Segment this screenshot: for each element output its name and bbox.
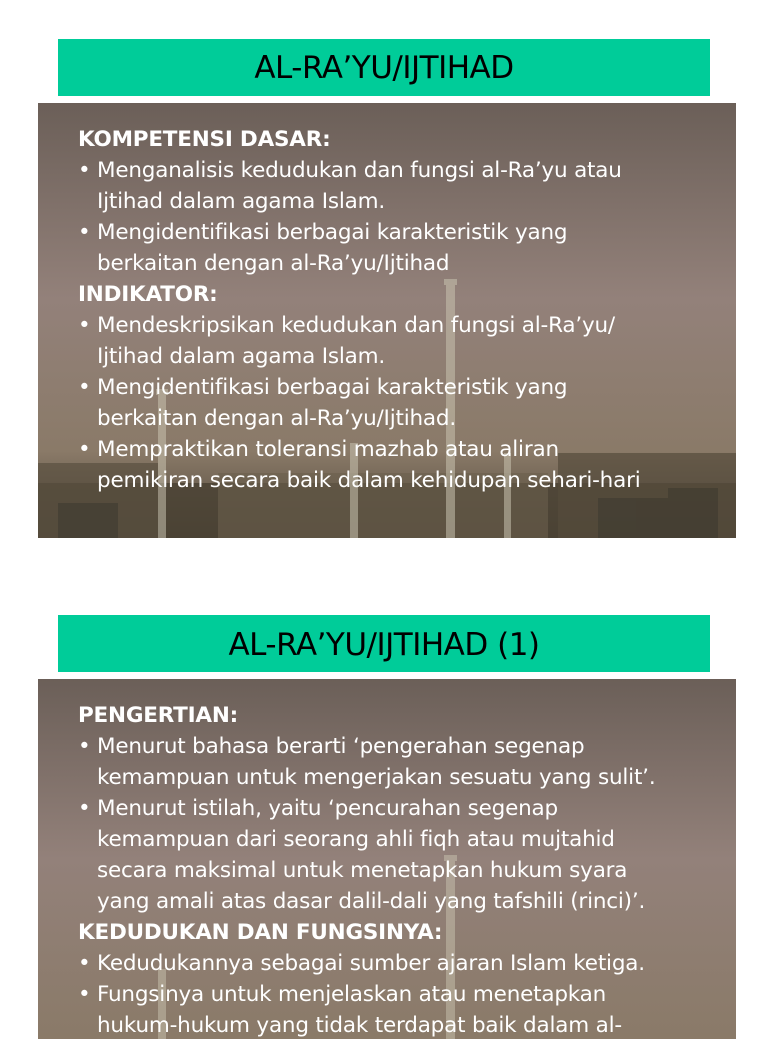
list-item: • Menganalisis kedudukan dan fungsi al-Ra’yu atau Ijtihad dalam agama Islam. xyxy=(78,155,726,217)
list-item: • Menurut bahasa berarti ‘pengerahan segenap kemampuan untuk mengerjakan sesuatu yang sulit’. xyxy=(78,731,726,793)
list-item: • Mengidentifikasi berbagai karakteristik yang berkaitan dengan al-Ra’yu/Ijtihad. xyxy=(78,372,726,434)
slide-2-title-bar xyxy=(58,615,710,672)
slide-2-title: AL-RA’YU/IJTIHAD (1) xyxy=(228,627,540,663)
indikator-heading: INDIKATOR: xyxy=(78,282,218,307)
bullet-icon: • xyxy=(78,220,91,245)
slide-2-text xyxy=(78,700,726,1039)
list-item: • Mempraktikan toleransi mazhab atau aliran pemikiran secara baik dalam kehidupan sehari-hari xyxy=(78,434,726,496)
kedudukan-heading: KEDUDUKAN DAN FUNGSINYA: xyxy=(78,920,443,945)
bullet-icon: • xyxy=(78,951,91,976)
slide-1-title-bar xyxy=(58,39,710,96)
slide-1-text xyxy=(78,124,726,496)
bullet-icon: • xyxy=(78,982,91,1007)
list-item: • Fungsinya untuk menjelaskan atau menetapkan hukum-hukum yang tidak terdapat baik dalam al- xyxy=(78,979,726,1039)
bullet-icon: • xyxy=(78,313,91,338)
bullet-icon: • xyxy=(78,375,91,400)
slide-1-content-panel xyxy=(38,103,736,538)
slide-2-content-panel xyxy=(38,679,736,1039)
list-item: • Menurut istilah, yaitu ‘pencurahan segenap kemampuan dari seorang ahli fiqh atau mujtahid secara maksimal untuk menetapkan hukum syara yang amali atas dasar dalil-dali yang tafshili (rinci)’. xyxy=(78,793,726,917)
bullet-icon: • xyxy=(78,734,91,759)
list-item: • Kedudukannya sebagai sumber ajaran Islam ketiga. xyxy=(78,948,726,979)
kompetensi-dasar-heading: KOMPETENSI DASAR: xyxy=(78,127,331,152)
bullet-icon: • xyxy=(78,437,91,462)
bullet-icon: • xyxy=(78,158,91,183)
list-item: • Mendeskripsikan kedudukan dan fungsi al-Ra’yu/ Ijtihad dalam agama Islam. xyxy=(78,310,726,372)
bullet-icon: • xyxy=(78,796,91,821)
pengertian-heading: PENGERTIAN: xyxy=(78,703,239,728)
list-item: • Mengidentifikasi berbagai karakteristik yang berkaitan dengan al-Ra’yu/Ijtihad xyxy=(78,217,726,279)
slide-1-title: AL-RA’YU/IJTIHAD xyxy=(254,50,514,86)
